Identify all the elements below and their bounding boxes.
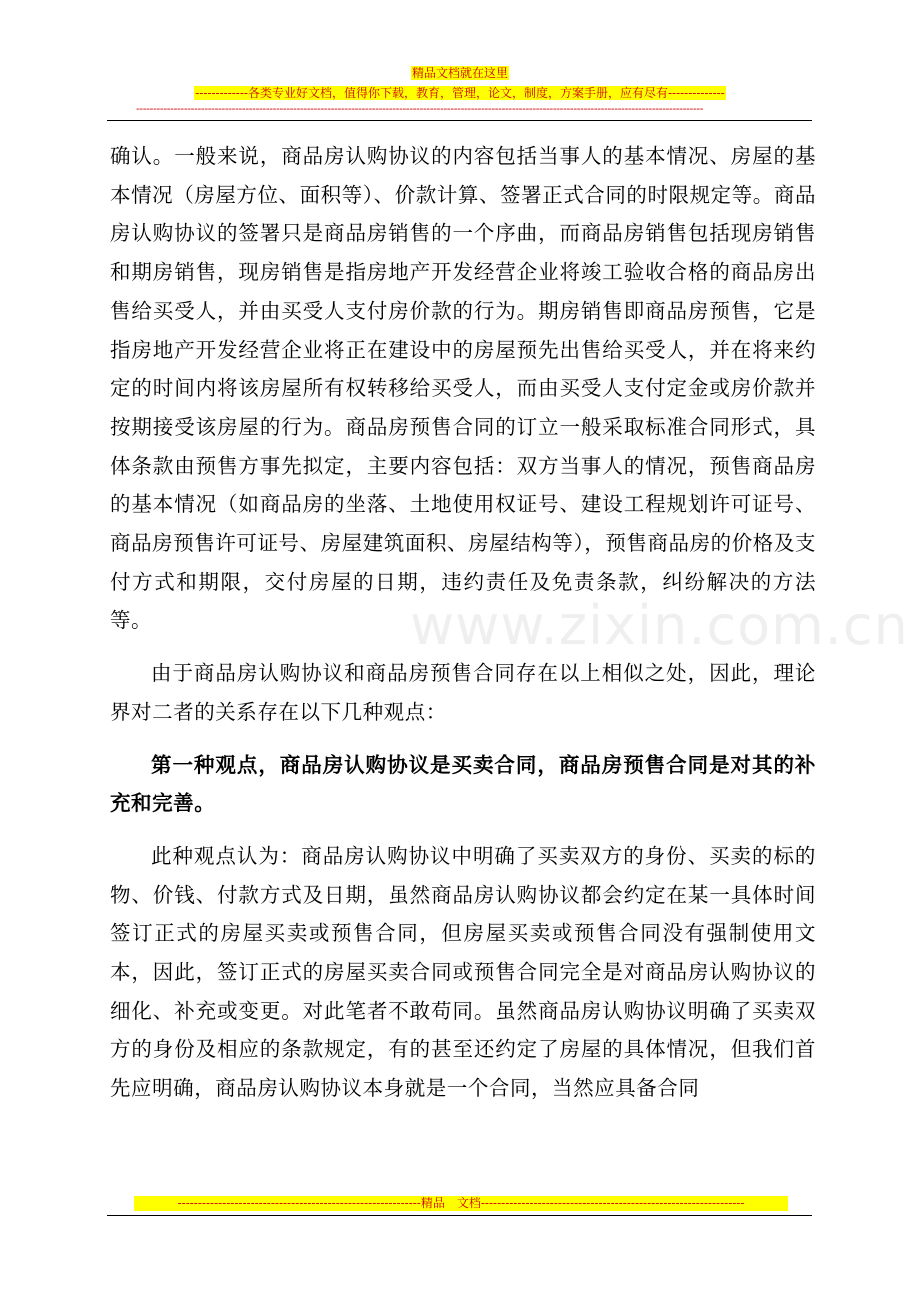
paragraph-1: 确认。一般来说，商品房认购协议的内容包括当事人的基本情况、房屋的基本情况（房屋方位、面积等）、价款计算、签署正式合同的时限规定等。商品房认购协议的签署只是商品房销售的一个序曲，而商品房销售包括现房销售和期房销售，现房销售是指房地产开发经营企业将竣工验收合格的商品房出售给买受人，并由买受人支付房价款的行为。期房销售即商品房预售，它是指房地产开发经营企业将正在建设中的房屋预先出售给买受人，并在将来约定的时间内将该房屋所有权转移给买受人，而由买受人支付定金或房价款并按期接受该房屋的行为。商品房预售合同的订立一般采取标准合同形式，具体条款由预售方事先拟定，主要内容包括：双方当事人的情况，预售商品房的基本情况（如商品房的坐落、土地使用权证号、建设工程规划许可证号、商品房预售许可证号、房屋建筑面积、房屋结构等），预售商品房的价格及支付方式和期限，交付房屋的日期，违约责任及免责条款，纠纷解决的方法等。: [110, 144, 816, 633]
header-tagline: [0, 86, 920, 100]
paragraph-4: 此种观点认为：商品房认购协议中明确了买卖双方的身份、买卖的标的物、价钱、付款方式及日期，虽然商品房认购协议都会约定在某一具体时间签订正式的房屋买卖或预售合同，但房屋买卖或预售合同没有强制使用文本，因此，签订正式的房屋买卖合同或预售合同完全是对商品房认购协议的细化、补充或变更。对此笔者不敢苟同。虽然商品房认购协议明确了买卖双方的身份及相应的条款规定，有的甚至还约定了房屋的具体情况，但我们首先应明确，商品房认购协议本身就是一个合同，当然应具备合同: [110, 843, 816, 1101]
header-divider: [107, 120, 812, 121]
paragraph-2: 由于商品房认购协议和商品房预售合同存在以上相似之处，因此，理论界对二者的关系存在以下几种观点：: [110, 661, 816, 724]
header-title-text: 精品文档就在这里: [411, 66, 508, 80]
footer-banner: ------------------------------------------------------------精品 文档-----------------------------------------------------------------: [134, 1196, 788, 1211]
paragraph-3-heading: 第一种观点，商品房认购协议是买卖合同，商品房预售合同是对其的补充和完善。: [110, 752, 816, 816]
document-body: [110, 137, 816, 1108]
footer-divider: [107, 1215, 812, 1216]
header-title: [0, 66, 920, 80]
watermark: www.zixin.com.cn: [410, 594, 909, 657]
header-tagline-text: -------------各类专业好文档，值得你下载，教育，管理，论文，制度，方案手册，应有尽有--------------: [195, 86, 725, 100]
header-dash-row: ----------------------------------------------------------------------------------------------------------------------------------------------------------------------: [136, 103, 704, 115]
